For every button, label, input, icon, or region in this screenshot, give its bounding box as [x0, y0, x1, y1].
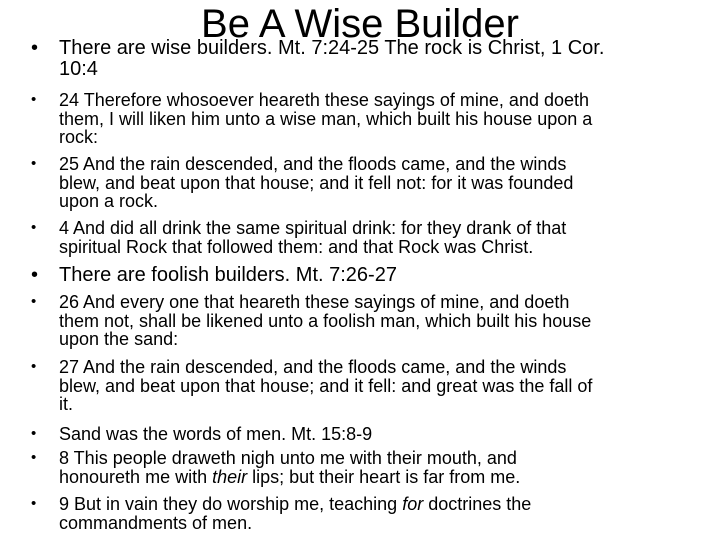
emphasis-their: their — [212, 466, 248, 487]
bullet-marker: • — [31, 425, 37, 442]
bullet-marker: • — [31, 219, 37, 236]
emphasis-for: for — [402, 494, 424, 514]
line-1: 8 This people draweth nigh unto me with their mouth, and — [59, 448, 517, 468]
bullet-marker: • — [31, 293, 37, 310]
line-1-end: doctrines the — [423, 494, 532, 514]
bullet-text — [59, 449, 699, 486]
line-2-start: honoureth me with — [59, 466, 213, 487]
bullet-text: There are wise builders. Mt. 7:24-25 The rock is Christ, 1 Cor. 10:4 — [59, 37, 605, 80]
bullet-marker: • — [31, 37, 39, 59]
bullet-text: 4 And did all drink the same spiritual drink: for they drank of that spiritual Rock that followed them: and that Rock was Christ. — [59, 218, 567, 257]
bullet-marker: • — [31, 155, 37, 172]
bullet-text: There are foolish builders. Mt. 7:26-27 — [59, 264, 397, 286]
bullet-marker: • — [31, 449, 37, 466]
bullet-marker: • — [31, 91, 37, 108]
bullet-marker: • — [31, 495, 37, 512]
bullet-text: 25 And the rain descended, and the floods came, and the winds blew, and beat upon that house; and it fell not: for it was founded upon a rock. — [59, 154, 574, 211]
bullet-marker: • — [31, 358, 37, 375]
line-2: commandments of men. — [59, 512, 253, 533]
bullet-text: Sand was the words of men. Mt. 15:8-9 — [59, 424, 373, 444]
bullet-text — [59, 495, 699, 532]
bullet-text: 26 And every one that heareth these sayings of mine, and doeth them not, shall be likened unto a foolish man, which built his house upon the sand: — [59, 292, 592, 349]
line-1-start: 9 But in vain they do worship me, teaching — [59, 494, 403, 514]
bullet-text: 24 Therefore whosoever heareth these sayings of mine, and doeth them, I will liken him unto a wise man, which built his house upon a rock: — [59, 90, 593, 147]
bullet-marker: • — [31, 264, 39, 286]
slide-title: Be A Wise Builder — [201, 2, 519, 46]
bullet-text: 27 And the rain descended, and the floods came, and the winds blew, and beat upon that house; and it fell: and great was the fall of it. — [59, 357, 593, 414]
line-2-end: lips; but their heart is far from me. — [247, 466, 521, 487]
